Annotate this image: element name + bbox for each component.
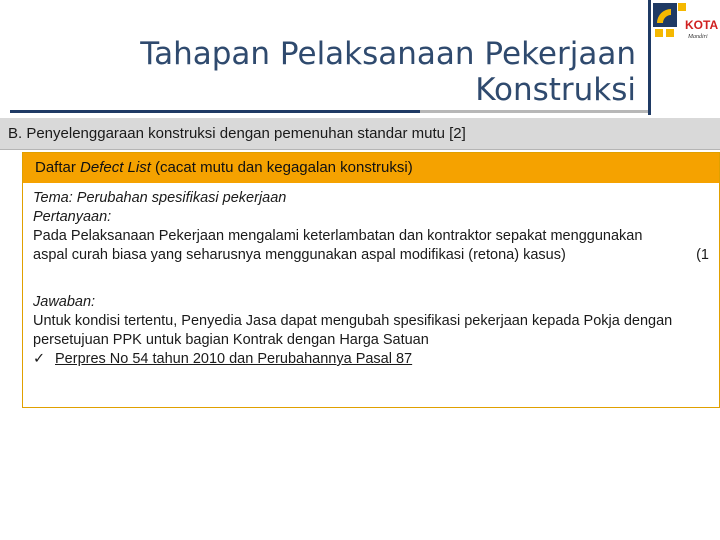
title-underline-dark <box>10 110 420 113</box>
card-header-prefix: Daftar <box>35 159 81 176</box>
reference-link[interactable]: Perpres No 54 tahun 2010 dan Perubahannya Pasal 87 <box>55 351 413 367</box>
header-divider <box>648 0 651 115</box>
question-count: (1 <box>696 247 709 263</box>
answer-text: Untuk kondisi tertentu, Penyedia Jasa dapat mengubah spesifikasi pekerjaan kepada Pokja dengan persetujuan PPK untuk bagian Kontrak dengan Harga Satuan <box>33 313 673 348</box>
jawaban-label: Jawaban: <box>33 294 96 310</box>
title-line-1: Tahapan Pelaksanaan Pekerjaan <box>140 36 636 72</box>
defect-list-card <box>22 152 720 408</box>
logo-dot-3 <box>678 3 686 11</box>
tema-line: Tema: Perubahan spesifikasi pekerjaan <box>33 190 287 206</box>
kota-logo <box>652 0 720 44</box>
logo-dot-1 <box>655 29 663 37</box>
card-header-italic: Defect List <box>80 159 151 176</box>
question-row <box>33 227 709 265</box>
card-header-suffix: (cacat mutu dan kegagalan konstruksi) <box>150 159 413 176</box>
section-heading: B. Penyelenggaraan konstruksi dengan pemenuhan standar mutu [2] <box>0 118 720 150</box>
card-body <box>23 183 719 369</box>
page-title <box>140 36 636 108</box>
logo-dot-2 <box>666 29 674 37</box>
logo-subtext: Mandiri <box>688 34 708 40</box>
logo-wordmark: KOTA <box>685 18 719 32</box>
card-header <box>23 153 719 183</box>
checkmark-icon: ✓ <box>33 351 46 367</box>
reference-row <box>33 350 709 369</box>
pertanyaan-label: Pertanyaan: <box>33 209 112 225</box>
title-line-2: Konstruksi <box>475 72 636 108</box>
question-text: Pada Pelaksanaan Pekerjaan mengalami keterlambatan dan kontraktor sepakat menggunakan aspal curah biasa yang seharusnya menggunakan aspal modifikasi (retona) kasus) <box>33 228 643 263</box>
title-underline-light <box>420 110 648 113</box>
